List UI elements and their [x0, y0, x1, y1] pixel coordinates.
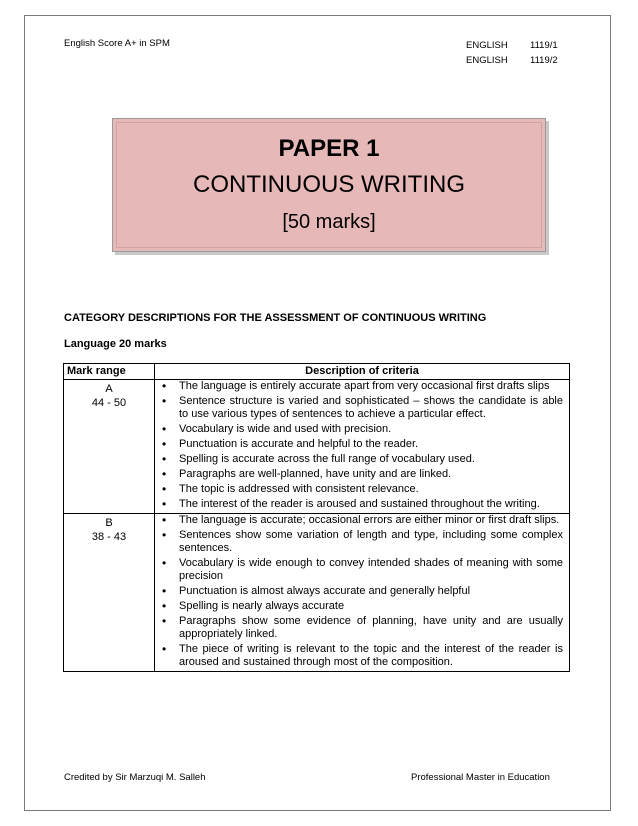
title-box: [112, 118, 546, 252]
footer-title: Professional Master in Education: [411, 772, 550, 783]
criteria-item: • Paragraphs show some evidence of planning, have unity and are usually appropriately linked.: [155, 615, 563, 641]
header-paper-codes: [466, 38, 558, 68]
criteria-item: • Sentences show some variation of length and type, including some complex sentences.: [155, 529, 563, 555]
band-cell: [64, 514, 155, 672]
band-grade: B: [105, 517, 113, 529]
criteria-cell: [155, 380, 570, 514]
header-subject: ENGLISH: [466, 55, 508, 66]
table-row: [64, 514, 570, 672]
criteria-item: • Vocabulary is wide and used with precision.: [155, 423, 563, 436]
criteria-item: • Punctuation is accurate and helpful to the reader.: [155, 438, 563, 451]
paper-marks: [50 marks]: [282, 211, 376, 233]
criteria-item: • The language is accurate; occasional errors are either minor or first draft slips.: [155, 514, 563, 527]
band-grade: A: [105, 383, 113, 395]
table-header-row: [64, 364, 570, 380]
header-paper-row: [466, 53, 558, 68]
criteria-cell: [155, 514, 570, 672]
header-subject: ENGLISH: [466, 40, 508, 51]
header-code: 1119/2: [530, 55, 558, 66]
footer-credit: Credited by Sir Marzuqi M. Salleh: [64, 772, 206, 783]
criteria-item: • The language is entirely accurate apart from very occasional first drafts slips: [155, 380, 563, 393]
mark-range-header: Mark range: [64, 364, 155, 380]
criteria-item: • Paragraphs are well-planned, have unity and are linked.: [155, 468, 563, 481]
criteria-item: • The piece of writing is relevant to the topic and the interest of the reader is aroused and sustained through most of the composition.: [155, 643, 563, 669]
paper-name: CONTINUOUS WRITING: [193, 171, 465, 198]
header-left-text: English Score A+ in SPM: [64, 38, 170, 49]
header-code: 1119/1: [530, 40, 558, 51]
table-row: [64, 380, 570, 514]
criteria-item: • Spelling is accurate across the full range of vocabulary used.: [155, 453, 563, 466]
criteria-item: • The interest of the reader is aroused and sustained throughout the writing.: [155, 498, 563, 511]
band-range: 44 - 50: [91, 397, 127, 409]
language-heading: Language 20 marks: [64, 338, 167, 350]
criteria-item: • Sentence structure is varied and sophisticated – shows the candidate is able to use various types of sentences to achieve a particular effect.: [155, 395, 563, 421]
criteria-item: • Punctuation is almost always accurate and generally helpful: [155, 585, 563, 598]
criteria-table: [63, 363, 570, 672]
paper-title: PAPER 1: [278, 135, 380, 162]
description-header: Description of criteria: [155, 364, 570, 380]
band-range: 38 - 43: [91, 531, 127, 543]
criteria-item: • Vocabulary is wide enough to convey intended shades of meaning with some precision: [155, 557, 563, 583]
criteria-list: [155, 514, 563, 669]
category-heading: CATEGORY DESCRIPTIONS FOR THE ASSESSMENT OF CONTINUOUS WRITING: [64, 312, 487, 324]
header-paper-row: [466, 38, 558, 53]
criteria-list: [155, 380, 563, 511]
criteria-item: • The topic is addressed with consistent relevance.: [155, 483, 563, 496]
band-cell: [64, 380, 155, 514]
criteria-item: • Spelling is nearly always accurate: [155, 600, 563, 613]
